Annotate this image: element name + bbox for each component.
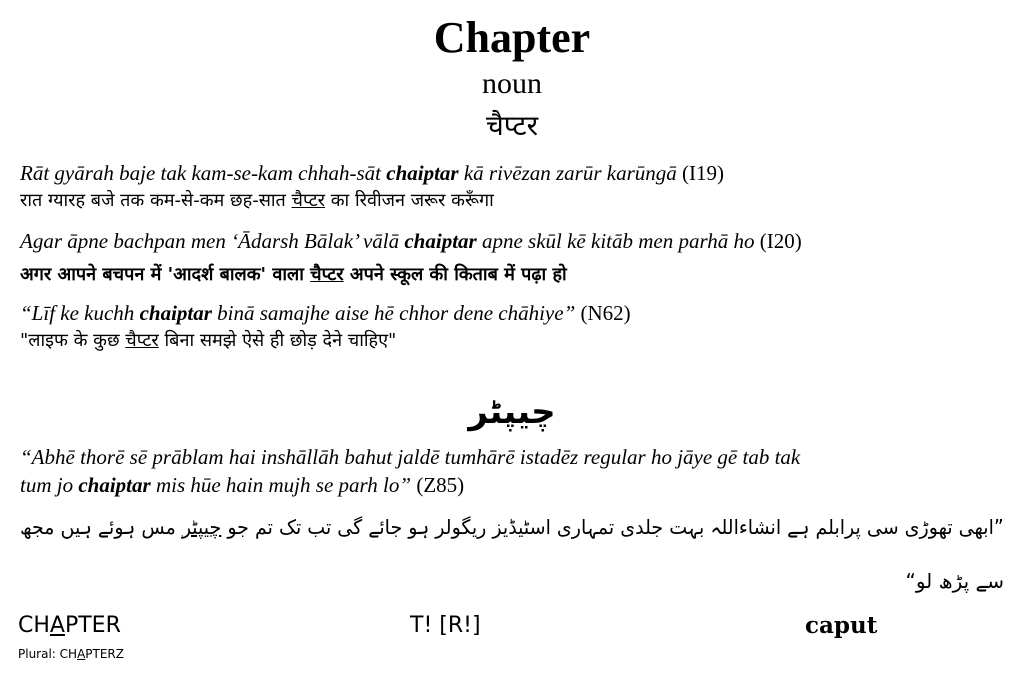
keyword: chaiptar xyxy=(78,473,151,497)
source-ref: (I20) xyxy=(754,229,802,253)
urdu-headword: چیپٹر xyxy=(468,392,556,432)
etymology: caput xyxy=(805,612,878,639)
keyword-urdu: چیپٹر xyxy=(182,515,222,539)
urdu-example-line-2: سے پڑھ لو“ xyxy=(905,569,1004,593)
stressed-vowel: A xyxy=(77,647,86,661)
source-ref: (Z85) xyxy=(411,473,465,497)
headword: Chapter xyxy=(433,13,591,62)
source-ref: (I19) xyxy=(676,161,724,185)
example-1-hindi: रात ग्यारह बजे तक कम-से-कम छह-सात चैप्टर का रिवीजन जरूर करूँगा xyxy=(20,190,494,211)
keyword-hindi: चैप्टर xyxy=(310,264,344,285)
example-3-hindi: "लाइफ के कुछ चैप्टर बिना समझे ऐसे ही छोड़ देने चाहिए" xyxy=(20,330,397,351)
urdu-example-transliteration-line-1: “Abhē thorē sē prāblam hai inshāllāh bahut jaldē tumhārē istadēz regular ho jāye gē tab tak xyxy=(20,445,801,469)
keyword: chaiptar xyxy=(386,161,459,185)
example-2-transliteration: Agar āpne bachpan men ‘Ādarsh Bālak’ vālā chaiptar apne skūl kē kitāb men parhā ho (I20) xyxy=(20,229,802,253)
part-of-speech: noun xyxy=(482,67,542,100)
hindi-headword: चैप्टर xyxy=(485,109,539,142)
example-1-transliteration: Rāt gyārah baje tak kam-se-kam chhah-sāt chaiptar kā rivēzan zarūr karūngā (I19) xyxy=(20,161,724,185)
keyword: chaiptar xyxy=(139,301,212,325)
example-3-transliteration: “Līf ke kuchh chaiptar binā samajhe aise hē chhor dene chāhiye” (N62) xyxy=(20,301,631,325)
source-ref: (N62) xyxy=(575,301,631,325)
keyword-hindi: चैप्टर xyxy=(125,330,159,351)
urdu-example-line-1: ”ابھی تھوڑی سی پرابلم ہے انشاءاللہ بہت جلدی تمہاری اسٹیڈیز ریگولر ہو جائے گی تب تک تم جو چیپٹر مس ہوئے ہیں مجھ xyxy=(20,515,1004,539)
urdu-example-transliteration-line-2: tum jo chaiptar mis hūe hain mujh se parh lo” (Z85) xyxy=(20,473,465,497)
phoneme-code: T! [R!] xyxy=(410,613,481,638)
example-2-hindi: अगर आपने बचपन में 'आदर्श बालक' वाला चैप्टर अपने स्कूल की किताब में पढ़ा हो xyxy=(20,264,567,285)
plural-spelling: Plural: CHAPTERZ xyxy=(18,647,124,661)
stressed-vowel: A xyxy=(49,613,65,638)
phonetic-spelling: CHAPTER xyxy=(18,613,121,638)
keyword: chaiptar xyxy=(404,229,477,253)
keyword-hindi: चैप्टर xyxy=(291,190,326,211)
